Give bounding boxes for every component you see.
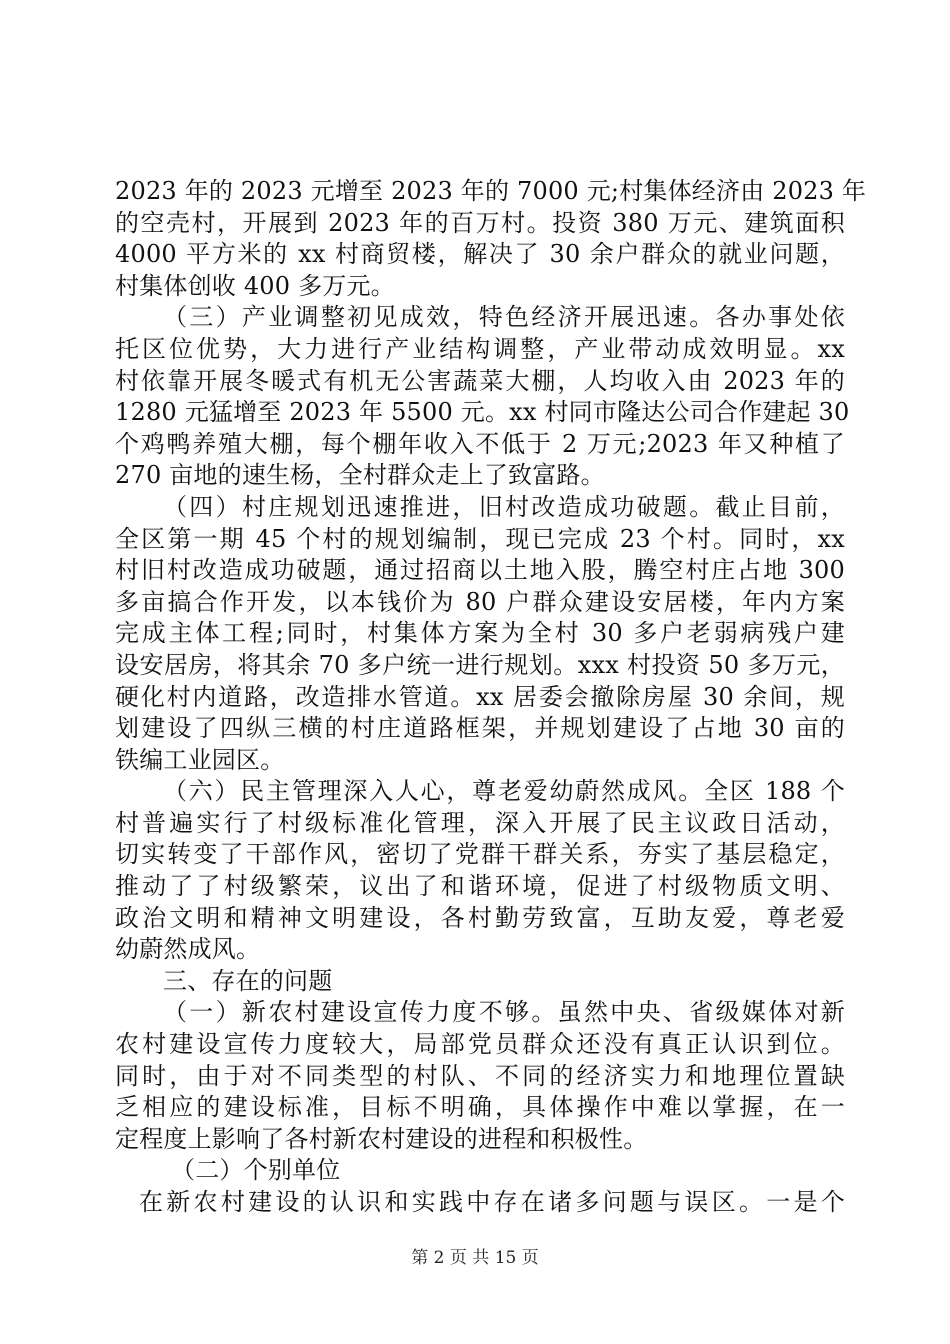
body-text bbox=[115, 176, 867, 1219]
text-line: 1280 元猛增至 2023 年 5500 元。xx 村同市隆达公司合作建起 30 bbox=[115, 398, 850, 427]
text-line: 设安居房，将其余 70 多户统一进行规划。xxx 村投资 50 多万元， bbox=[115, 650, 845, 679]
text-line: 全区第一期 45 个村的规划编制，现已完成 23 个村。同时，xx bbox=[115, 524, 845, 553]
text-line: 村集体创收 400 多万元。 bbox=[115, 271, 395, 300]
paragraph-start-line: （三）产业调整初见成效，特色经济开展迅速。各办事处依 bbox=[163, 303, 845, 332]
text-line: 幼蔚然成风。 bbox=[115, 935, 261, 964]
section-heading: 三、存在的问题 bbox=[163, 966, 333, 995]
subsection-heading: （二）个别单位 bbox=[171, 1156, 341, 1185]
text-line: 定程度上影响了各村新农村建设的进程和积极性。 bbox=[115, 1124, 648, 1153]
text-line: 硬化村内道路，改造排水管道。xx 居委会撤除房屋 30 余间，规 bbox=[115, 682, 845, 711]
paragraph-start-line: （一）新农村建设宣传力度不够。虽然中央、省级媒体对新 bbox=[163, 998, 845, 1027]
text-line: 4000 平方米的 xx 村商贸楼，解决了 30 余户群众的就业问题， bbox=[115, 240, 845, 269]
text-line: 乏相应的建设标准，目标不明确，具体操作中难以掌握，在一 bbox=[115, 1093, 845, 1122]
text-line: 托区位优势，大力进行产业结构调整，产业带动成效明显。xx bbox=[115, 334, 845, 363]
text-line: 2023 年的 2023 元增至 2023 年的 7000 元;村集体经济由 2023 年 bbox=[115, 177, 867, 205]
paragraph-start-line: （六）民主管理深入人心，尊老爱幼蔚然成风。全区 188 个 bbox=[163, 777, 845, 806]
text-line: 的空壳村，开展到 2023 年的百万村。投资 380 万元、建筑面积 bbox=[115, 208, 845, 237]
text-line: 村依靠开展冬暖式有机无公害蔬菜大棚，人均收入由 2023 年的 bbox=[115, 366, 845, 395]
text-line: 270 亩地的速生杨，全村群众走上了致富路。 bbox=[115, 461, 605, 490]
text-line: 农村建设宣传力度较大，局部党员群众还没有真正认识到位。 bbox=[115, 1030, 845, 1059]
page-number-footer: 第 2 页 共 15 页 bbox=[411, 1248, 539, 1268]
text-line: 切实转变了干部作风，密切了党群干群关系，夯实了基层稳定， bbox=[115, 840, 845, 869]
text-line: 划建设了四纵三横的村庄道路框架，并规划建设了占地 30 亩的 bbox=[115, 714, 845, 743]
text-line: 推动了了村级繁荣，议出了和谐环境，促进了村级物质文明、 bbox=[115, 872, 845, 901]
text-line: 政治文明和精神文明建设，各村勤劳致富，互助友爱，尊老爱 bbox=[115, 903, 845, 932]
text-line: 个鸡鸭养殖大棚，每个棚年收入不低于 2 万元;2023 年又种植了 bbox=[115, 429, 845, 458]
paragraph-start-line: 在新农村建设的认识和实践中存在诸多问题与误区。一是个 bbox=[139, 1188, 845, 1216]
text-line: 铁编工业园区。 bbox=[115, 745, 285, 774]
text-line: 完成主体工程;同时，村集体方案为全村 30 多户老弱病残户建 bbox=[115, 619, 845, 648]
text-line: 村普遍实行了村级标准化管理，深入开展了民主议政日活动， bbox=[115, 808, 845, 837]
paragraph-start-line: （四）村庄规划迅速推进，旧村改造成功破题。截止目前， bbox=[163, 492, 845, 521]
text-line: 多亩搞合作开发，以本钱价为 80 户群众建设安居楼，年内方案 bbox=[115, 587, 845, 616]
text-line: 同时，由于对不同类型的村队、不同的经济实力和地理位置缺 bbox=[115, 1061, 845, 1090]
text-line: 村旧村改造成功破题，通过招商以土地入股，腾空村庄占地 300 bbox=[115, 556, 845, 585]
